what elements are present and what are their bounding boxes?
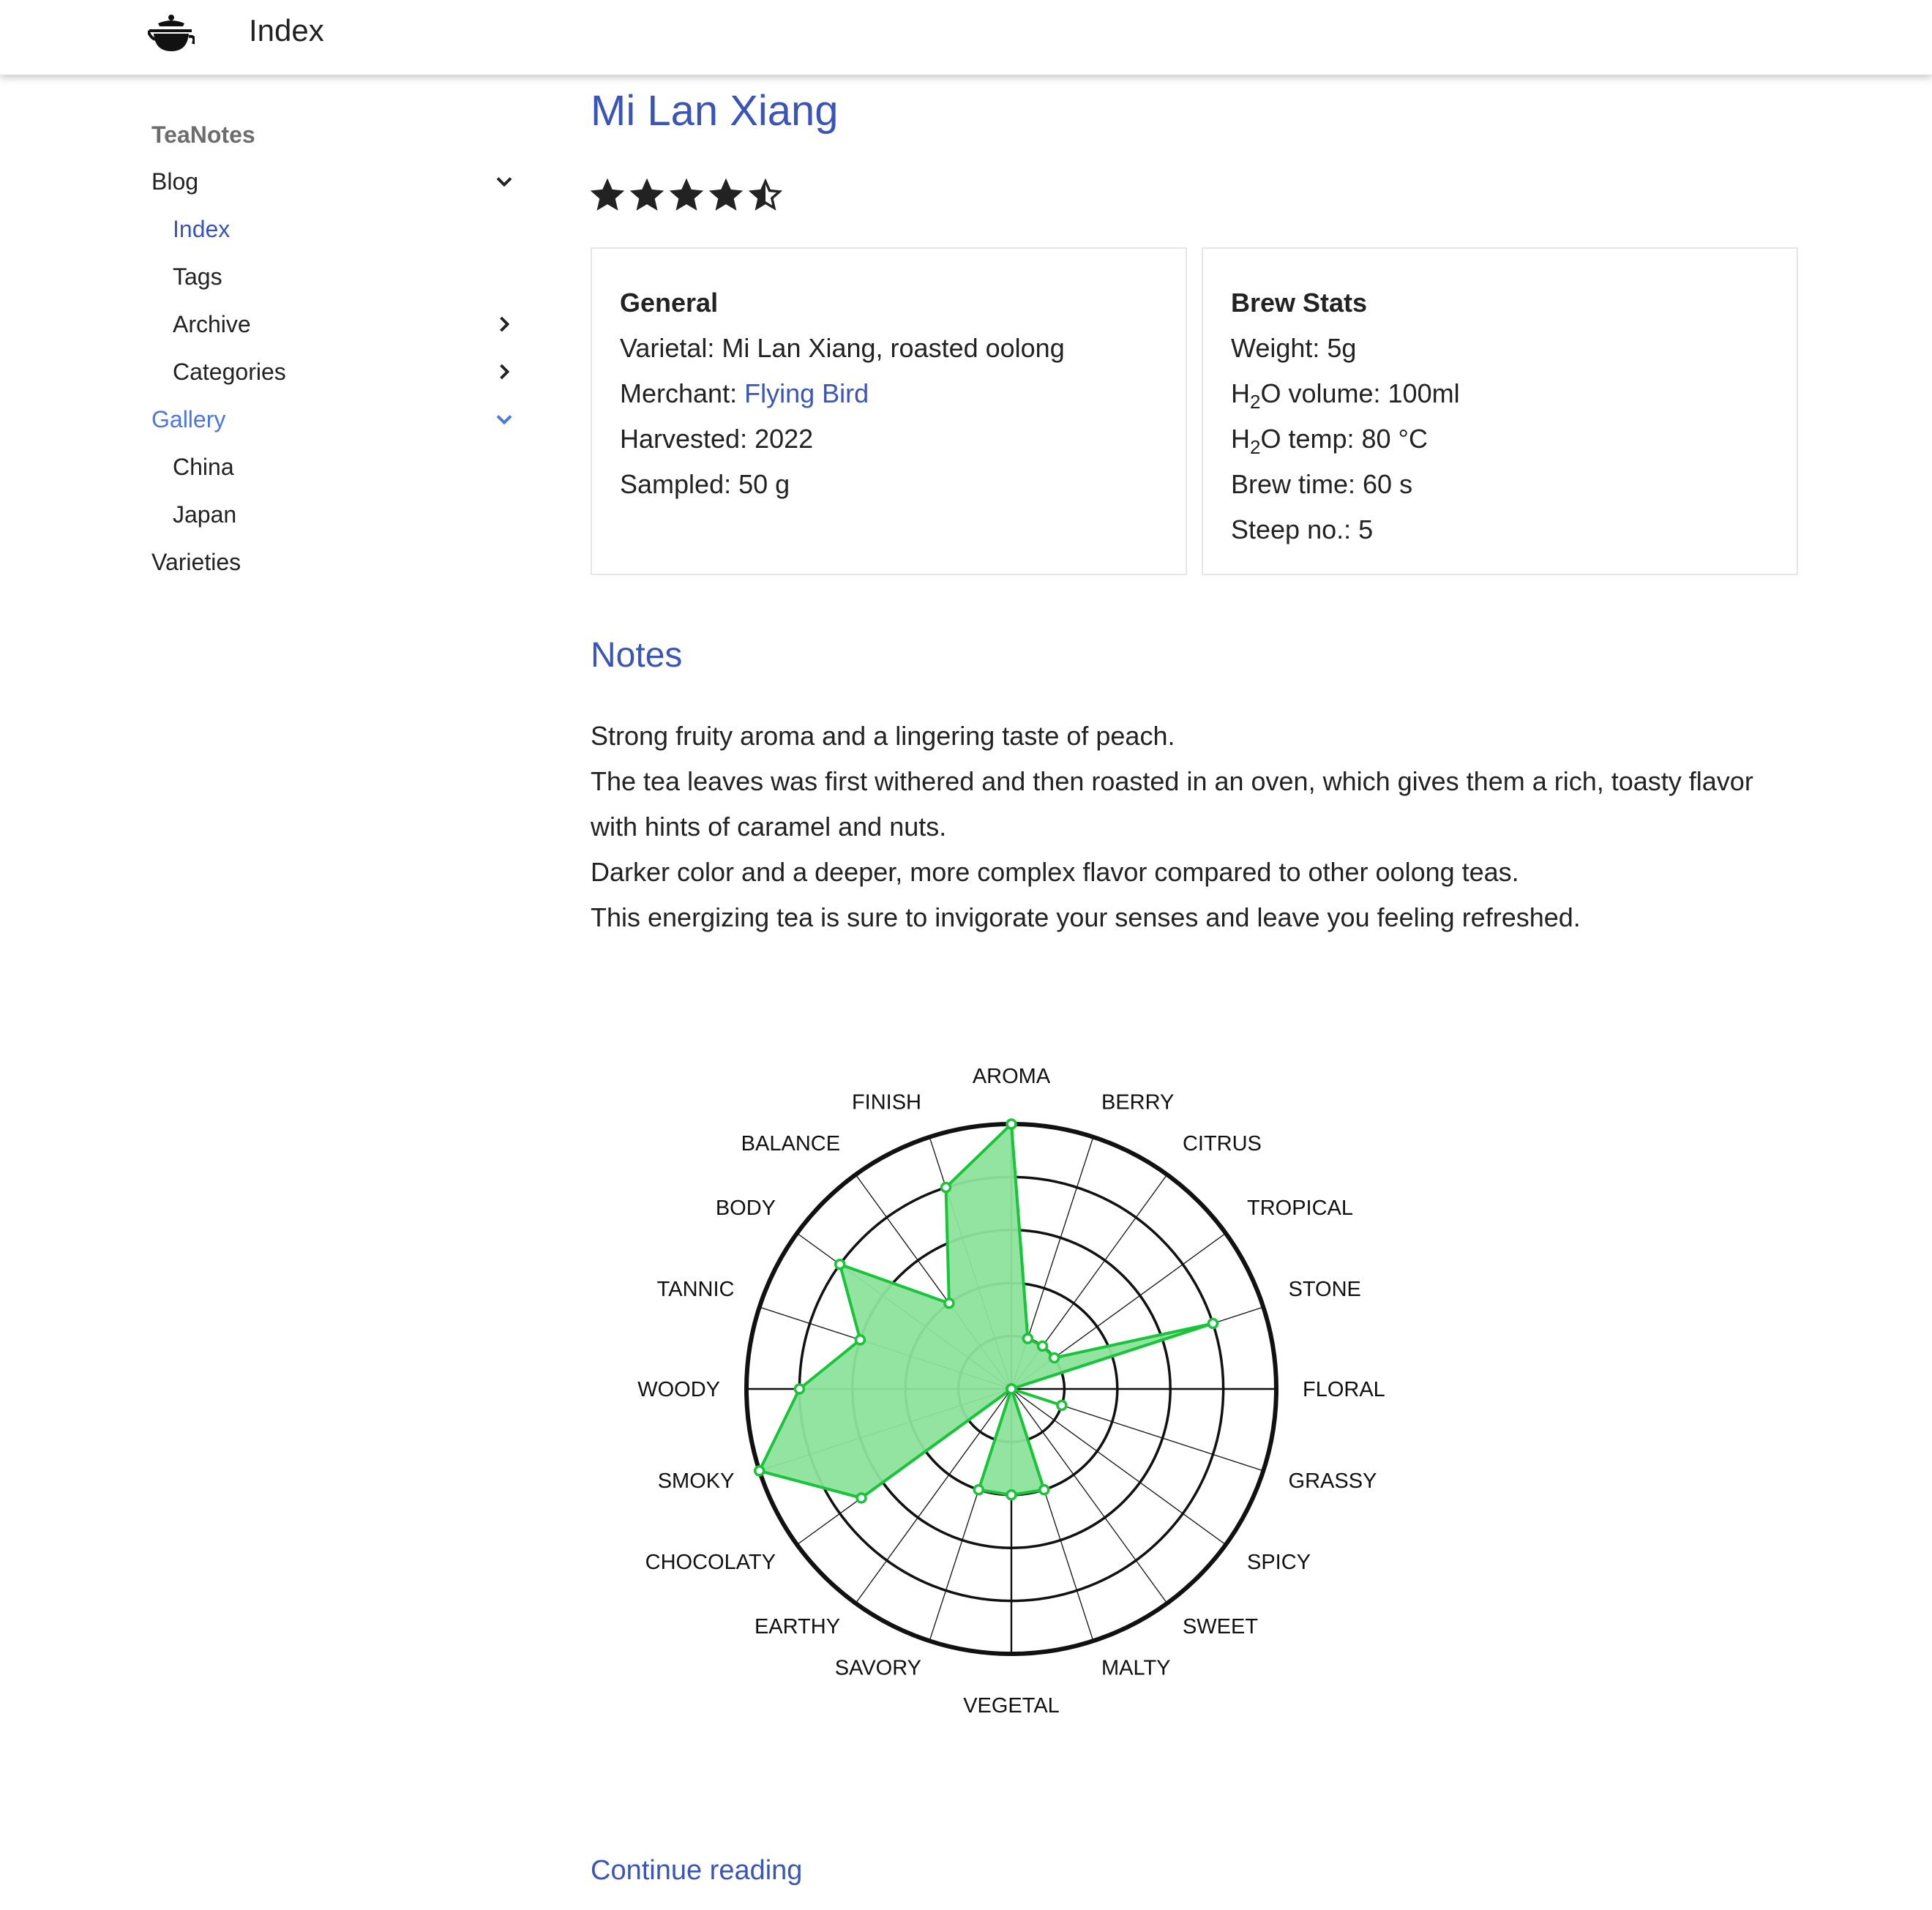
radar-axis-label: TANNIC [656, 1278, 735, 1302]
radar-data-point [1057, 1401, 1066, 1409]
radar-axis-label: SPICY [1246, 1550, 1311, 1574]
merchant-line [620, 376, 1158, 422]
flavor-radar-chart [591, 1025, 1396, 1756]
brew-stats-card [1202, 247, 1798, 575]
sidebar-item-label: Tags [173, 263, 222, 290]
general-card [591, 247, 1187, 575]
radar-data-point [974, 1486, 983, 1494]
radar-data-area [760, 1124, 1213, 1498]
radar-spoke [1011, 1389, 1226, 1545]
radar-axis-label: GRASSY [1288, 1469, 1377, 1493]
sidebar-item-archive[interactable] [151, 307, 517, 354]
volume-text: O volume: 100ml [1260, 378, 1460, 408]
radar-axis-label: FLORAL [1303, 1378, 1385, 1401]
sampled-line: Sampled: 50 g [620, 469, 790, 499]
chevron-right-icon[interactable] [491, 311, 517, 337]
radar-data-point [1023, 1334, 1032, 1343]
radar-data-point [945, 1299, 954, 1308]
note-paragraph: Darker color and a deeper, more complex flavor compared to other oolong teas. [591, 857, 1519, 887]
star-full-icon [670, 179, 703, 212]
notes-body [591, 714, 1761, 940]
card-heading: General [620, 288, 719, 318]
radar-data-point [942, 1183, 951, 1192]
radar-data-point [855, 1336, 864, 1344]
temp-subscript: 2 [1250, 436, 1261, 458]
radar-axis-label: STONE [1288, 1278, 1361, 1302]
radar-axis-label: BERRY [1101, 1090, 1175, 1115]
star-full-icon [630, 179, 664, 212]
radar-axis-label: MALTY [1101, 1656, 1171, 1680]
sidebar-item-label: Categories [173, 359, 286, 385]
sidebar-item-label: Varieties [151, 549, 242, 575]
varietal-line [620, 331, 1158, 376]
merchant-label: Merchant: [620, 378, 745, 408]
radar-data-point [1007, 1491, 1016, 1499]
note-paragraph: This energizing tea is sure to invigorate your senses and leave you feeling refreshed. [591, 902, 1581, 932]
merchant-link[interactable]: Flying Bird [744, 378, 869, 408]
sidebar-item-label: Japan [173, 501, 237, 528]
card-heading: Brew Stats [1231, 288, 1368, 318]
steep-line: Steep no.: 5 [1231, 514, 1374, 544]
temp-line [1231, 422, 1769, 467]
radar-axis-label: SMOKY [657, 1469, 735, 1493]
star-half-icon [749, 179, 782, 212]
sidebar-item-blog[interactable] [151, 164, 517, 211]
radar-data-point [1208, 1319, 1217, 1328]
brew-time-line: Brew time: 60 s [1231, 469, 1413, 499]
top-app-bar [0, 0, 1932, 75]
temp-text: O temp: 80 °C [1260, 424, 1428, 454]
volume-subscript: 2 [1250, 391, 1261, 413]
radar-axis-label: SWEET [1182, 1614, 1259, 1639]
harvested-line: Harvested: 2022 [620, 424, 814, 454]
radar-data-point [1050, 1353, 1059, 1362]
sidebar-item-label: Index [173, 216, 231, 242]
sidebar-brand[interactable]: TeaNotes [151, 121, 255, 148]
radar-axis-label: AROMA [972, 1065, 1051, 1088]
sidebar-item-varieties[interactable] [151, 544, 517, 592]
radar-axis-label: BALANCE [741, 1132, 841, 1156]
sidebar-item-categories[interactable] [151, 354, 517, 402]
notes-heading[interactable]: Notes [591, 636, 683, 675]
sidebar-item-index[interactable] [151, 211, 517, 259]
note-paragraph: Strong fruity aroma and a lingering taste of peach. [591, 721, 1175, 751]
chevron-down-icon[interactable] [491, 406, 517, 432]
radar-data-point [836, 1260, 845, 1269]
radar-axis-label: CHOCOLATY [645, 1550, 776, 1574]
star-rating [591, 179, 782, 214]
temp-h: H [1231, 424, 1250, 454]
varietal-value: Mi Lan Xiang, roasted oolong [722, 333, 1065, 363]
header-title[interactable]: Index [249, 13, 324, 48]
sidebar-item-label: Archive [173, 311, 251, 337]
star-full-icon [591, 179, 624, 212]
radar-data-point [755, 1467, 764, 1475]
radar-axis-label: BODY [715, 1196, 776, 1221]
varietal-label: Varietal: [620, 333, 722, 363]
radar-axis-label: EARTHY [754, 1614, 841, 1639]
radar-data-point [1007, 1120, 1016, 1128]
radar-data-point [1040, 1486, 1049, 1494]
radar-data-point [857, 1494, 866, 1502]
chevron-down-icon[interactable] [491, 168, 517, 195]
radar-spoke [1011, 1389, 1167, 1603]
radar-axis-label: WOODY [637, 1378, 720, 1401]
sidebar-item-label: Blog [151, 168, 199, 195]
sidebar-item-tags[interactable] [151, 259, 517, 307]
radar-data-point [1007, 1385, 1016, 1393]
volume-line [1231, 376, 1769, 422]
sidebar-item-gallery[interactable] [151, 402, 517, 449]
radar-data-point [795, 1385, 804, 1393]
radar-axis-label: SAVORY [834, 1656, 922, 1680]
chevron-right-icon[interactable] [491, 359, 517, 385]
radar-axis-label: FINISH [851, 1090, 922, 1115]
continue-reading-link[interactable]: Continue reading [591, 1855, 803, 1886]
note-paragraph: The tea leaves was first withered and then roasted in an oven, which gives them a rich, toasty flavor with hints of caramel and nuts. [591, 766, 1753, 842]
radar-axis-label: CITRUS [1182, 1132, 1262, 1156]
weight-line: Weight: 5g [1231, 333, 1357, 363]
sidebar-item-china[interactable] [151, 449, 517, 497]
volume-h: H [1231, 378, 1250, 408]
sidebar-item-label: Gallery [151, 406, 226, 432]
sidebar-item-japan[interactable] [151, 497, 517, 544]
radar-axis-label: VEGETAL [963, 1694, 1060, 1718]
post-title[interactable]: Mi Lan Xiang [591, 87, 839, 135]
sidebar-item-label: China [173, 454, 234, 480]
star-full-icon [709, 179, 743, 212]
teapot-icon[interactable] [148, 13, 195, 54]
radar-axis-label: TROPICAL [1246, 1196, 1354, 1221]
sidebar [151, 117, 517, 592]
radar-data-point [1038, 1341, 1047, 1350]
